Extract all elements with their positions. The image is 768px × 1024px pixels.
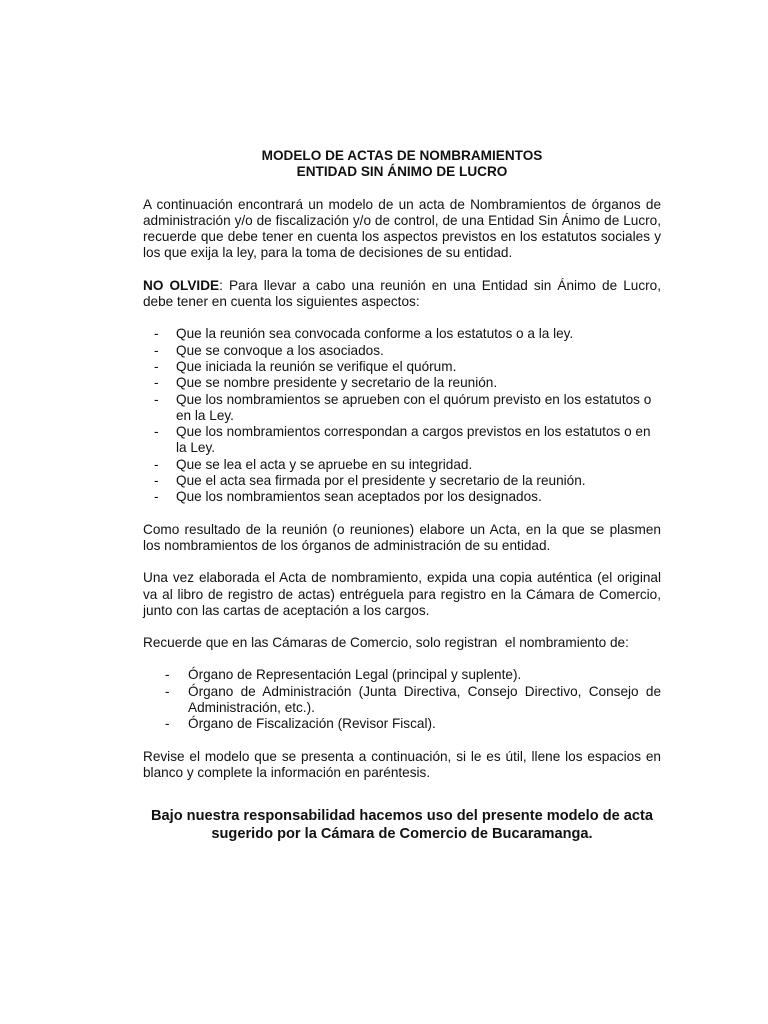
- list-item-text: Órgano de Administración (Junta Directiva, Consejo Directivo, Consejo de Administración, etc.).: [188, 683, 661, 716]
- list-item: [143, 326, 661, 342]
- dash-bullet: -: [154, 473, 159, 489]
- list-item-text: Que los nombramientos sean aceptados por los designados.: [176, 489, 542, 505]
- document-title-line2: ENTIDAD SIN ÁNIMO DE LUCRO: [296, 164, 508, 180]
- list-item: [143, 684, 661, 717]
- review-paragraph: Revise el modelo que se presenta a continuación, si le es útil, llene los espacios en blanco y complete la información en paréntesis.: [143, 748, 661, 780]
- dash-bullet: -: [165, 683, 170, 699]
- list-item: [143, 343, 661, 359]
- list-item-text: Que el acta sea firmada por el presidente y secretario de la reunión.: [176, 473, 586, 489]
- dash-bullet: -: [165, 716, 170, 732]
- reminder-text: : Para llevar a cabo una reunión en una Entidad sin Ánimo de Lucro, debe tener en cuenta los siguientes aspectos:: [143, 277, 661, 310]
- list-item-text: Que los nombramientos se aprueben con el quórum previsto en los estatutos o en la Ley.: [176, 391, 652, 423]
- closing-line1: Bajo nuestra responsabilidad hacemos uso del presente modelo de acta: [150, 808, 653, 825]
- list-item: [143, 375, 661, 391]
- result-paragraph: Como resultado de la reunión (o reuniones) elabore un Acta, en la que se plasmen los nombramientos de los órganos de administración de su entidad.: [143, 521, 661, 553]
- dash-bullet: -: [154, 358, 159, 374]
- dash-bullet: -: [154, 326, 159, 342]
- document-body: [143, 148, 661, 843]
- document-title-line1: MODELO DE ACTAS DE NOMBRAMIENTOS: [261, 148, 543, 163]
- dash-bullet: -: [154, 489, 159, 505]
- list-item: [143, 359, 661, 375]
- registry-intro-paragraph: Recuerde que en las Cámaras de Comercio, solo registran el nombramiento de:: [143, 635, 629, 651]
- list-item: [143, 457, 661, 473]
- reminder-label: NO OLVIDE: [143, 277, 220, 293]
- list-item-text: Órgano de Fiscalización (Revisor Fiscal).: [188, 716, 436, 732]
- list-item-text: Que se lea el acta y se apruebe en su integridad.: [176, 456, 473, 472]
- list-item: [143, 489, 661, 505]
- aspects-list: [143, 326, 661, 505]
- list-item-text: Órgano de Representación Legal (principal y suplente).: [188, 667, 522, 683]
- dash-bullet: -: [154, 391, 159, 407]
- dash-bullet: -: [165, 667, 170, 683]
- list-item-text: Que se nombre presidente y secretario de la reunión.: [176, 375, 498, 391]
- dash-bullet: -: [154, 375, 159, 391]
- list-item-text: Que se convoque a los asociados.: [176, 342, 384, 358]
- intro-paragraph: A continuación encontrará un modelo de un acta de Nombramientos de órganos de administración y/o de fiscalización y/o de control, de una Entidad Sin Ánimo de Lucro, recuerde que debe tener en cuenta los aspectos previstos en los estatutos sociales y los que exija la ley, para la toma de decisiones de su entidad.: [143, 196, 661, 261]
- list-item-text: Que la reunión sea convocada conforme a los estatutos o a la ley.: [176, 326, 574, 342]
- reminder-paragraph: [143, 278, 661, 311]
- list-item: [143, 667, 661, 683]
- list-item-text: Que los nombramientos correspondan a cargos previstos en los estatutos o en la Ley.: [176, 424, 651, 456]
- organs-list: [143, 667, 661, 732]
- dash-bullet: -: [154, 424, 159, 440]
- list-item: [143, 716, 661, 732]
- closing-line2: sugerido por la Cámara de Comercio de Bucaramanga.: [211, 826, 593, 843]
- list-item: [143, 473, 661, 489]
- list-item-text: Que iniciada la reunión se verifique el quórum.: [176, 358, 457, 374]
- list-item: [143, 392, 661, 425]
- dash-bullet: -: [154, 456, 159, 472]
- copy-paragraph: Una vez elaborada el Acta de nombramiento, expida una copia auténtica (el original va al libro de registro de actas) entréguela para registro en la Cámara de Comercio, junto con las cartas de aceptación a los cargos.: [143, 570, 661, 618]
- list-item: [143, 424, 661, 457]
- dash-bullet: -: [154, 342, 159, 358]
